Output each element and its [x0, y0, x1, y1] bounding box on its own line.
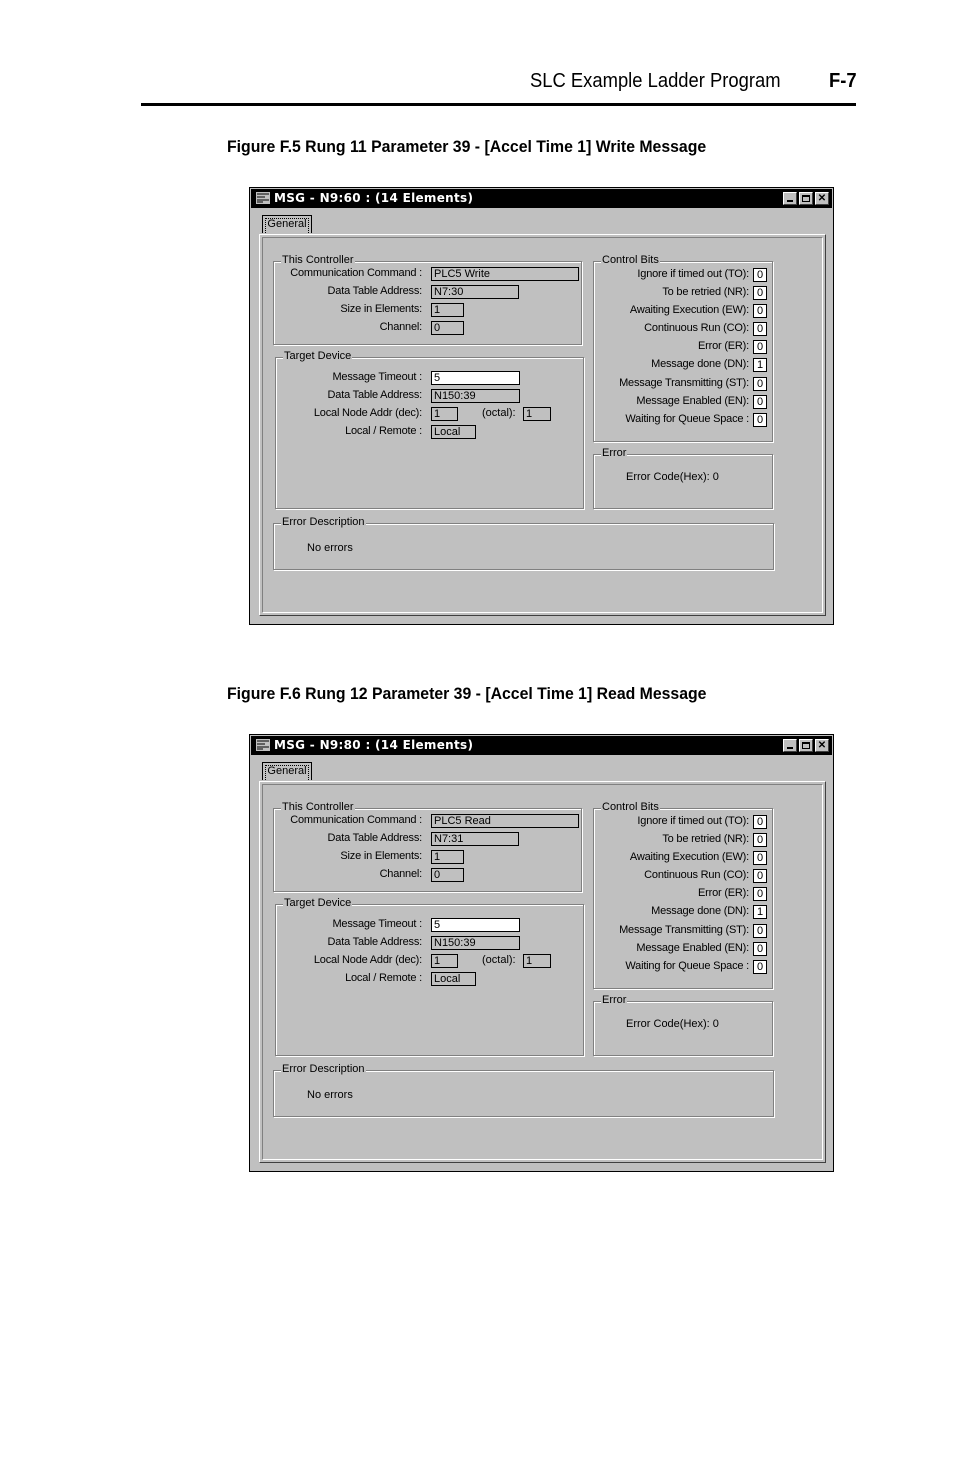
error-group-label: Error: [602, 447, 627, 459]
size-label: Size in Elements:: [340, 850, 422, 862]
control-bit-value[interactable]: 0: [753, 815, 767, 829]
control-bit-value[interactable]: 0: [753, 395, 767, 409]
control-bit-value[interactable]: 0: [753, 851, 767, 865]
target-device-group: [275, 897, 584, 1056]
control-bit-label: Ignore if timed out (TO):: [637, 268, 749, 280]
channel-label: Channel:: [379, 321, 422, 333]
channel-field[interactable]: 0: [431, 321, 464, 335]
target-dta-label: Data Table Address:: [327, 936, 422, 948]
error-description-label: Error Description: [282, 516, 365, 528]
node-dec-label: Local Node Addr (dec):: [313, 954, 422, 966]
size-field[interactable]: 1: [431, 303, 464, 317]
channel-label: Channel:: [379, 868, 422, 880]
control-bit-label: Message Transmitting (ST):: [619, 377, 749, 389]
control-bit-value[interactable]: 0: [753, 377, 767, 391]
comm-command-field[interactable]: PLC5 Read: [431, 814, 579, 828]
tab-general-label: General: [267, 765, 307, 777]
comm-command-label: Communication Command :: [290, 814, 422, 826]
control-bit-label: Message done (DN):: [651, 358, 749, 370]
size-label: Size in Elements:: [340, 303, 422, 315]
app-icon: [256, 739, 270, 751]
window-title: MSG - N9:60 : (14 Elements): [274, 191, 474, 205]
close-icon: ✕: [817, 740, 827, 751]
close-button[interactable]: [815, 192, 829, 205]
maximize-icon: [802, 195, 810, 202]
close-icon: ✕: [817, 193, 827, 204]
control-bit-value[interactable]: 0: [753, 286, 767, 300]
control-bit-label: To be retried (NR):: [662, 833, 749, 845]
control-bit-label: Message Transmitting (ST):: [619, 924, 749, 936]
control-bit-label: Message done (DN):: [651, 905, 749, 917]
control-bit-value[interactable]: 0: [753, 960, 767, 974]
control-bit-label: Continuous Run (CO):: [644, 322, 749, 334]
control-bit-label: Waiting for Queue Space :: [625, 413, 749, 425]
ctrl-dta-label: Data Table Address:: [327, 832, 422, 844]
msg-dialog-window: [249, 734, 834, 1172]
node-dec-label: Local Node Addr (dec):: [313, 407, 422, 419]
target-dta-field[interactable]: N150:39: [431, 936, 520, 950]
channel-field[interactable]: 0: [431, 868, 464, 882]
local-remote-field[interactable]: Local: [431, 425, 476, 439]
window-title: MSG - N9:80 : (14 Elements): [274, 738, 474, 752]
control-bit-value[interactable]: 0: [753, 268, 767, 282]
target-device-group: [275, 350, 584, 509]
header-title: SLC Example Ladder Program: [530, 70, 781, 92]
this-controller-label: This Controller: [282, 801, 354, 813]
target-dta-field[interactable]: N150:39: [431, 389, 520, 403]
close-button[interactable]: [815, 739, 829, 752]
node-octal-field[interactable]: 1: [523, 954, 551, 968]
node-dec-field[interactable]: 1: [431, 954, 458, 968]
error-description-text: No errors: [307, 542, 353, 554]
comm-command-label: Communication Command :: [290, 267, 422, 279]
minimize-icon: [787, 200, 793, 202]
control-bit-label: Message Enabled (EN):: [636, 395, 749, 407]
ctrl-dta-field[interactable]: N7:30: [431, 285, 519, 299]
tab-general[interactable]: [262, 215, 312, 233]
ctrl-dta-field[interactable]: N7:31: [431, 832, 519, 846]
control-bit-label: Error (ER):: [698, 340, 749, 352]
control-bit-value[interactable]: 0: [753, 340, 767, 354]
control-bit-label: Error (ER):: [698, 887, 749, 899]
title-bar[interactable]: [251, 189, 832, 208]
timeout-label: Message Timeout :: [332, 918, 422, 930]
control-bits-label: Control Bits: [602, 801, 659, 813]
control-bit-value[interactable]: 0: [753, 413, 767, 427]
tab-general-label: General: [267, 218, 307, 230]
local-remote-label: Local / Remote :: [345, 972, 422, 984]
target-dta-label: Data Table Address:: [327, 389, 422, 401]
control-bit-value[interactable]: 0: [753, 942, 767, 956]
msg-dialog-window: [249, 187, 834, 625]
control-bit-value[interactable]: 0: [753, 924, 767, 938]
header-rule: [141, 103, 856, 106]
control-bit-label: Awaiting Execution (EW):: [629, 304, 749, 316]
maximize-icon: [802, 742, 810, 749]
node-dec-field[interactable]: 1: [431, 407, 458, 421]
maximize-button[interactable]: [799, 739, 813, 752]
page-number: F-7: [829, 70, 857, 92]
control-bit-label: Waiting for Queue Space :: [625, 960, 749, 972]
control-bit-value[interactable]: 1: [753, 358, 767, 372]
error-code-text: Error Code(Hex): 0: [626, 471, 719, 483]
octal-label: (octal):: [482, 954, 516, 966]
error-description-label: Error Description: [282, 1063, 365, 1075]
local-remote-field[interactable]: Local: [431, 972, 476, 986]
control-bit-value[interactable]: 0: [753, 887, 767, 901]
error-group-label: Error: [602, 994, 627, 1006]
comm-command-field[interactable]: PLC5 Write: [431, 267, 579, 281]
control-bit-label: To be retried (NR):: [662, 286, 749, 298]
minimize-button[interactable]: [783, 739, 797, 752]
control-bit-value[interactable]: 0: [753, 322, 767, 336]
control-bit-label: Message Enabled (EN):: [636, 942, 749, 954]
size-field[interactable]: 1: [431, 850, 464, 864]
maximize-button[interactable]: [799, 192, 813, 205]
error-code-text: Error Code(Hex): 0: [626, 1018, 719, 1030]
this-controller-label: This Controller: [282, 254, 354, 266]
timeout-label: Message Timeout :: [332, 371, 422, 383]
timeout-field[interactable]: 5: [431, 918, 520, 932]
octal-label: (octal):: [482, 407, 516, 419]
control-bit-label: Continuous Run (CO):: [644, 869, 749, 881]
title-bar[interactable]: [251, 736, 832, 755]
target-device-label: Target Device: [284, 350, 352, 362]
control-bit-value[interactable]: 1: [753, 905, 767, 919]
target-device-label: Target Device: [284, 897, 352, 909]
control-bit-value[interactable]: 0: [753, 304, 767, 318]
ctrl-dta-label: Data Table Address:: [327, 285, 422, 297]
control-bit-label: Ignore if timed out (TO):: [637, 815, 749, 827]
local-remote-label: Local / Remote :: [345, 425, 422, 437]
minimize-button[interactable]: [783, 192, 797, 205]
figure-caption: Figure F.6 Rung 12 Parameter 39 - [Accel Time 1] Read Message: [227, 684, 707, 703]
timeout-field[interactable]: 5: [431, 371, 520, 385]
app-icon: [256, 192, 270, 204]
control-bits-label: Control Bits: [602, 254, 659, 266]
node-octal-field[interactable]: 1: [523, 407, 551, 421]
control-bit-label: Awaiting Execution (EW):: [629, 851, 749, 863]
control-bit-value[interactable]: 0: [753, 869, 767, 883]
control-bit-value[interactable]: 0: [753, 833, 767, 847]
figure-caption: Figure F.5 Rung 11 Parameter 39 - [Accel Time 1] Write Message: [227, 137, 707, 156]
minimize-icon: [787, 747, 793, 749]
tab-general[interactable]: [262, 762, 312, 780]
error-description-text: No errors: [307, 1089, 353, 1101]
